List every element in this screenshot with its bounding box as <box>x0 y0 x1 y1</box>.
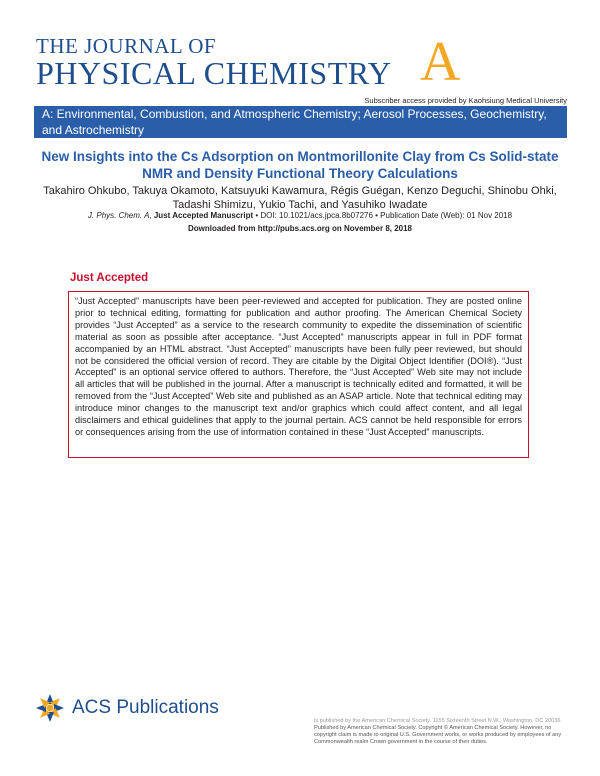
acs-logo-icon <box>34 692 66 724</box>
masthead-line2: PHYSICAL CHEMISTRY <box>36 55 392 91</box>
acs-publications-wordmark: ACS Publications <box>72 697 219 718</box>
citation-details: • DOI: 10.1021/acs.jpca.8b07276 • Publication Date (Web): 01 Nov 2018 <box>253 211 513 220</box>
just-accepted-notice: “Just Accepted” manuscripts have been peer-reviewed and accepted for publication. They are posted online prior to technical editing, formatting for publication and author proofing. The American Chemical Society provides “Just Accepted” as a service to the research community to expedite the dissemination of scientific material as soon as possible after acceptance. “Just Accepted” manuscripts appear in full in PDF format accompanied by an HTML abstract. “Just Accepted” manuscripts have been fully peer reviewed, but should not be considered the official version of record. They are citable by the Digital Object Identifier (DOI®). “Just Accepted” is an optional service offered to authors. Therefore, the “Just Accepted” Web site may not include all articles that will be published in the journal. After a manuscript is technically edited and formatted, it will be removed from the “Just Accepted” Web site and published as an ASAP article. Note that technical editing may introduce minor changes to the manuscript text and/or graphics which could affect content, and all legal disclaimers and ethical guidelines that apply to the journal pertain. ACS cannot be held responsible for errors or consequences arising from the use of information contained in these “Just Accepted” manuscripts. <box>68 291 529 458</box>
download-notice: Downloaded from http://pubs.acs.org on November 8, 2018 <box>187 224 413 233</box>
citation-journal: J. Phys. Chem. A <box>87 211 150 220</box>
citation-status: Just Accepted Manuscript <box>153 211 254 220</box>
article-title: New Insights into the Cs Adsorption on Montmorillonite Clay from Cs Solid-state NMR and Density Functional Theory Calculations <box>41 149 559 181</box>
article-authors: Takahiro Ohkubo, Takuya Okamoto, Katsuyuki Kawamura, Régis Guégan, Kenzo Deguchi, Shinobu Ohki, Tadashi Shimizu, Yukio Tachi, and Yasuhiko Iwadate <box>43 185 557 211</box>
published-by-text: is published by the American Chemical Society. 1155 Sixteenth Street N.W., Washington, DC 20036 <box>314 718 561 724</box>
just-accepted-heading: Just Accepted <box>70 272 149 284</box>
citation-line: J. Phys. Chem. A, Just Accepted Manuscript • DOI: 10.1021/acs.jpca.8b07276 • Publication Date (Web): 01 Nov 2018 <box>87 211 513 220</box>
masthead-line1: THE JOURNAL OF <box>36 34 217 58</box>
publisher-footer <box>314 718 574 746</box>
section-banner: A: Environmental, Combustion, and Atmospheric Chemistry; Aerosol Processes, Geochemistry, and Astrochemistry <box>34 106 567 138</box>
copyright-text: Published by American Chemical Society. Copyright © American Chemical Society. However, no copyright claim is made to original U.S. Government works, or works produced by employees of any Commonwealth realm Crown government in the course of their duties. <box>314 725 562 745</box>
masthead-section-letter: A <box>420 31 461 93</box>
subscriber-notice: Subscriber access provided by Kaohsiung Medical University <box>364 96 567 105</box>
